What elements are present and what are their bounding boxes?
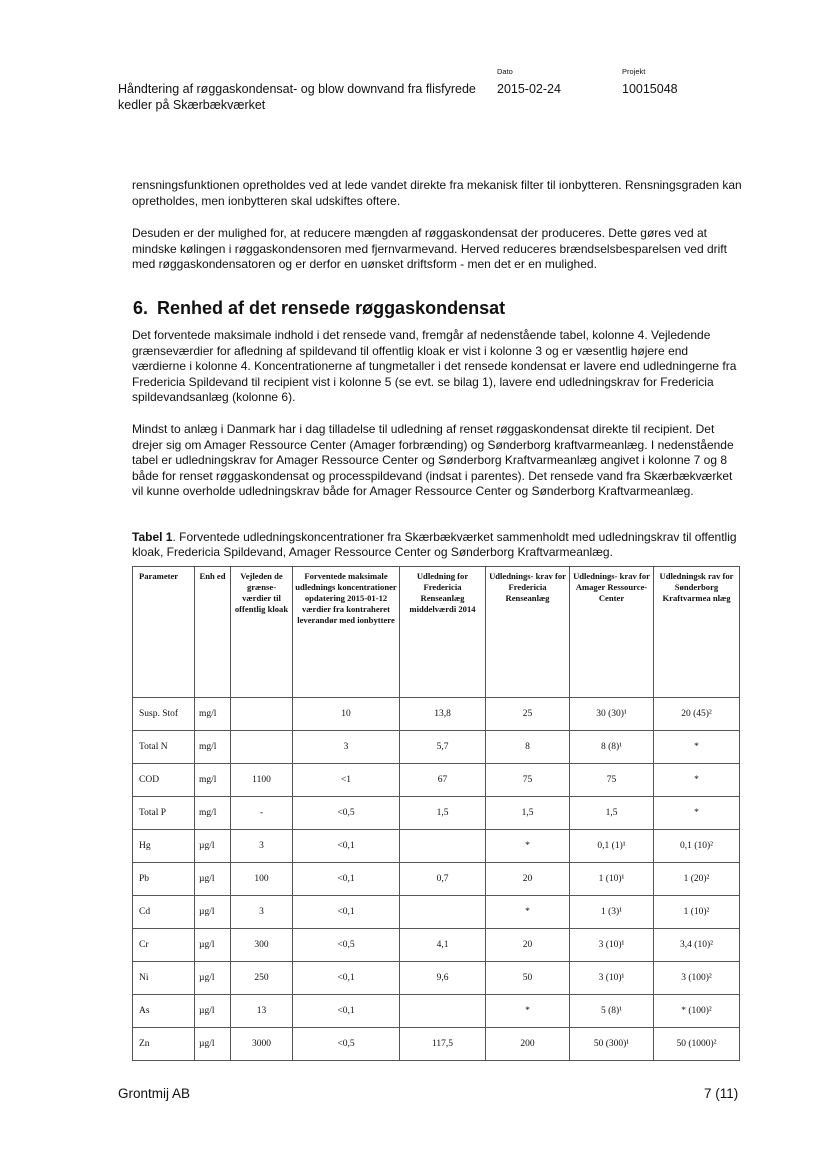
- cell-expected: <0,1: [293, 830, 400, 863]
- cell-fredericia-discharge: 1,5: [400, 797, 486, 830]
- cell-unit: µg/l: [195, 995, 231, 1028]
- cell-parameter: Hg: [133, 830, 195, 863]
- cell-amager: 3 (10)¹: [570, 929, 654, 962]
- cell-fredericia-requirement: 50: [486, 962, 570, 995]
- cell-sonderborg: 1 (10)²: [654, 896, 740, 929]
- discharge-table: [132, 566, 740, 1061]
- cell-parameter: Cd: [133, 896, 195, 929]
- cell-amager: 1,5: [570, 797, 654, 830]
- section-number: 6.: [133, 298, 149, 318]
- cell-fredericia-discharge: [400, 896, 486, 929]
- cell-unit: mg/l: [195, 764, 231, 797]
- cell-guideline: -: [231, 797, 293, 830]
- cell-guideline: [231, 731, 293, 764]
- cell-guideline: 100: [231, 863, 293, 896]
- header-amager-requirement: Udlednings- krav for Amager Ressource- Center: [570, 567, 654, 698]
- cell-unit: µg/l: [195, 896, 231, 929]
- cell-parameter: Cr: [133, 929, 195, 962]
- cell-sonderborg: 3 (100)²: [654, 962, 740, 995]
- cell-amager: 30 (30)¹: [570, 698, 654, 731]
- cell-expected: 3: [293, 731, 400, 764]
- cell-amager: 1 (3)¹: [570, 896, 654, 929]
- cell-guideline: 3: [231, 830, 293, 863]
- cell-sonderborg: *: [654, 797, 740, 830]
- cell-fredericia-requirement: 20: [486, 863, 570, 896]
- cell-expected: <0,1: [293, 995, 400, 1028]
- cell-amager: 1 (10)¹: [570, 863, 654, 896]
- caption-text: . Forventede udledningskoncentrationer fra Skærbækværket sammenholdt med udledningskrav til offentlig kloak, Fredericia Spildevand, Amager Ressource Center og Sønderborg Kraftvarmeanlæg.: [132, 530, 737, 559]
- cell-amager: 5 (8)¹: [570, 995, 654, 1028]
- table-row: [133, 863, 740, 896]
- header-expected-max: Forventede maksimale udlednings koncentrationer opdatering 2015-01-12 værdier fra kontraheret leverandør med ionbyttere: [293, 567, 400, 698]
- cell-expected: <0,5: [293, 797, 400, 830]
- cell-unit: µg/l: [195, 863, 231, 896]
- cell-fredericia-requirement: *: [486, 995, 570, 1028]
- cell-sonderborg: 20 (45)²: [654, 698, 740, 731]
- cell-expected: 10: [293, 698, 400, 731]
- cell-parameter: Zn: [133, 1028, 195, 1061]
- table-row: [133, 929, 740, 962]
- cell-amager: 3 (10)¹: [570, 962, 654, 995]
- cell-fredericia-requirement: *: [486, 896, 570, 929]
- cell-fredericia-discharge: 117,5: [400, 1028, 486, 1061]
- page-number: 7 (11): [704, 1086, 739, 1101]
- table-row: [133, 731, 740, 764]
- cell-fredericia-requirement: 25: [486, 698, 570, 731]
- cell-sonderborg: 3,4 (10)²: [654, 929, 740, 962]
- cell-fredericia-discharge: 67: [400, 764, 486, 797]
- cell-parameter: Ni: [133, 962, 195, 995]
- cell-fredericia-requirement: 20: [486, 929, 570, 962]
- cell-fredericia-discharge: 5,7: [400, 731, 486, 764]
- document-title: Håndtering af røggaskondensat- og blow downvand fra flisfyrede kedler på Skærbækværket: [118, 82, 476, 112]
- cell-unit: µg/l: [195, 929, 231, 962]
- cell-amager: 0,1 (1)¹: [570, 830, 654, 863]
- cell-guideline: 300: [231, 929, 293, 962]
- cell-sonderborg: 50 (1000)²: [654, 1028, 740, 1061]
- cell-fredericia-discharge: [400, 995, 486, 1028]
- section-title: Renhed af det rensede røggaskondensat: [157, 298, 506, 318]
- caption-label: Tabel 1: [132, 530, 173, 544]
- cell-guideline: [231, 698, 293, 731]
- cell-fredericia-requirement: 75: [486, 764, 570, 797]
- cell-expected: <0,5: [293, 929, 400, 962]
- cell-parameter: As: [133, 995, 195, 1028]
- table-row: [133, 797, 740, 830]
- paragraph-permits: Mindst to anlæg i Danmark har i dag tilladelse til udledning af renset røggaskondensat direkte til recipient. Det drejer sig om Amager Ressource Center (Amager forbrænding) og Sønderborg kraftvarmeanlæg. I nedenstående tabel er udledningskrav for Amager Ressource Center og Sønderborg Kraftvarmeanlæg angivet i kolonne 7 og 8 både for renset røggaskondensat og processpildevand (indsat i parentes). Det rensede vand fra Skærbækværket vil kunne overholde udledningskrav både for Amager Ressource Center og Sønderborg Kraftvarmeanlæg.: [132, 422, 734, 499]
- table-row: [133, 995, 740, 1028]
- cell-parameter: Pb: [133, 863, 195, 896]
- date-value: 2015-02-24: [497, 82, 561, 96]
- table-header-row: [133, 567, 740, 698]
- header-fredericia-discharge: Udledning for Fredericia Renseanlæg middelværdi 2014: [400, 567, 486, 698]
- cell-unit: µg/l: [195, 830, 231, 863]
- cell-fredericia-discharge: 9,6: [400, 962, 486, 995]
- table-row: [133, 764, 740, 797]
- cell-unit: mg/l: [195, 731, 231, 764]
- project-label: Projekt: [622, 67, 646, 76]
- cell-unit: mg/l: [195, 698, 231, 731]
- table-row: [133, 1028, 740, 1061]
- section-heading: [133, 298, 505, 319]
- cell-guideline: 250: [231, 962, 293, 995]
- cell-amager: 50 (300)¹: [570, 1028, 654, 1061]
- cell-guideline: 3: [231, 896, 293, 929]
- cell-fredericia-discharge: [400, 830, 486, 863]
- date-label: Dato: [497, 67, 513, 76]
- table-row: [133, 896, 740, 929]
- header-sonderborg-requirement: Udledningsk rav for Sønderborg Kraftvarmea nlæg: [654, 567, 740, 698]
- cell-parameter: COD: [133, 764, 195, 797]
- cell-expected: <0,1: [293, 962, 400, 995]
- cell-sonderborg: 0,1 (10)²: [654, 830, 740, 863]
- header-fredericia-requirement: Udlednings- krav for Fredericia Renseanlæg: [486, 567, 570, 698]
- cell-sonderborg: *: [654, 764, 740, 797]
- table-row: [133, 962, 740, 995]
- header-guideline-sewer: Vejleden de grænse- værdier til offentlig kloak: [231, 567, 293, 698]
- cell-unit: µg/l: [195, 962, 231, 995]
- cell-unit: mg/l: [195, 797, 231, 830]
- cell-expected: <0,1: [293, 863, 400, 896]
- cell-fredericia-requirement: 200: [486, 1028, 570, 1061]
- table-row: [133, 698, 740, 731]
- cell-parameter: Total P: [133, 797, 195, 830]
- cell-guideline: 13: [231, 995, 293, 1028]
- header-parameter: Parameter: [133, 567, 195, 698]
- cell-guideline: 1100: [231, 764, 293, 797]
- cell-fredericia-requirement: *: [486, 830, 570, 863]
- cell-amager: 75: [570, 764, 654, 797]
- cell-guideline: 3000: [231, 1028, 293, 1061]
- cell-expected: <0,5: [293, 1028, 400, 1061]
- cell-expected: <1: [293, 764, 400, 797]
- cell-fredericia-requirement: 8: [486, 731, 570, 764]
- cell-fredericia-discharge: 13,8: [400, 698, 486, 731]
- cell-sonderborg: * (100)²: [654, 995, 740, 1028]
- header-unit: Enh ed: [195, 567, 231, 698]
- project-number: 10015048: [622, 82, 678, 96]
- cell-sonderborg: *: [654, 731, 740, 764]
- cell-parameter: Total N: [133, 731, 195, 764]
- table-caption: [132, 530, 747, 560]
- cell-amager: 8 (8)¹: [570, 731, 654, 764]
- paragraph-rensning: rensningsfunktionen opretholdes ved at lede vandet direkte fra mekanisk filter til ionbytteren. Rensningsgraden kan opretholdes, men ionbytteren skal udskiftes oftere.: [132, 178, 742, 208]
- cell-parameter: Susp. Stof: [133, 698, 195, 731]
- paragraph-reduction: Desuden er der mulighed for, at reducere mængden af røggaskondensat der produceres. Dette gøres ved at mindske kølingen i røggaskondensoren med fjernvarmevand. Herved reduceres brændselsbesparelsen ved drift med røggaskondensatoren og er derfor en uønsket driftsform - men det er en mulighed.: [132, 226, 727, 272]
- footer-company: Grontmij AB: [118, 1086, 191, 1101]
- cell-fredericia-discharge: 0,7: [400, 863, 486, 896]
- paragraph-expected-content: Det forventede maksimale indhold i det rensede vand, fremgår af nedenstående tabel, kolonne 4. Vejledende grænseværdier for afledning af spildevand til offentlig kloak er vist i kolonne 3 og er væsentlig højere end værdierne i kolonne 4. Koncentrationerne af tungmetaller i det rensede kondensat er lavere end udledningerne fra Fredericia Spildevand til recipient vist i kolonne 5 (se evt. se bilag 1), lavere end udledningskrav for Fredericia spildevandsanlæg (kolonne 6).: [132, 328, 737, 405]
- cell-fredericia-discharge: 4,1: [400, 929, 486, 962]
- cell-unit: µg/l: [195, 1028, 231, 1061]
- cell-sonderborg: 1 (20)²: [654, 863, 740, 896]
- cell-fredericia-requirement: 1,5: [486, 797, 570, 830]
- cell-expected: <0,1: [293, 896, 400, 929]
- table-row: [133, 830, 740, 863]
